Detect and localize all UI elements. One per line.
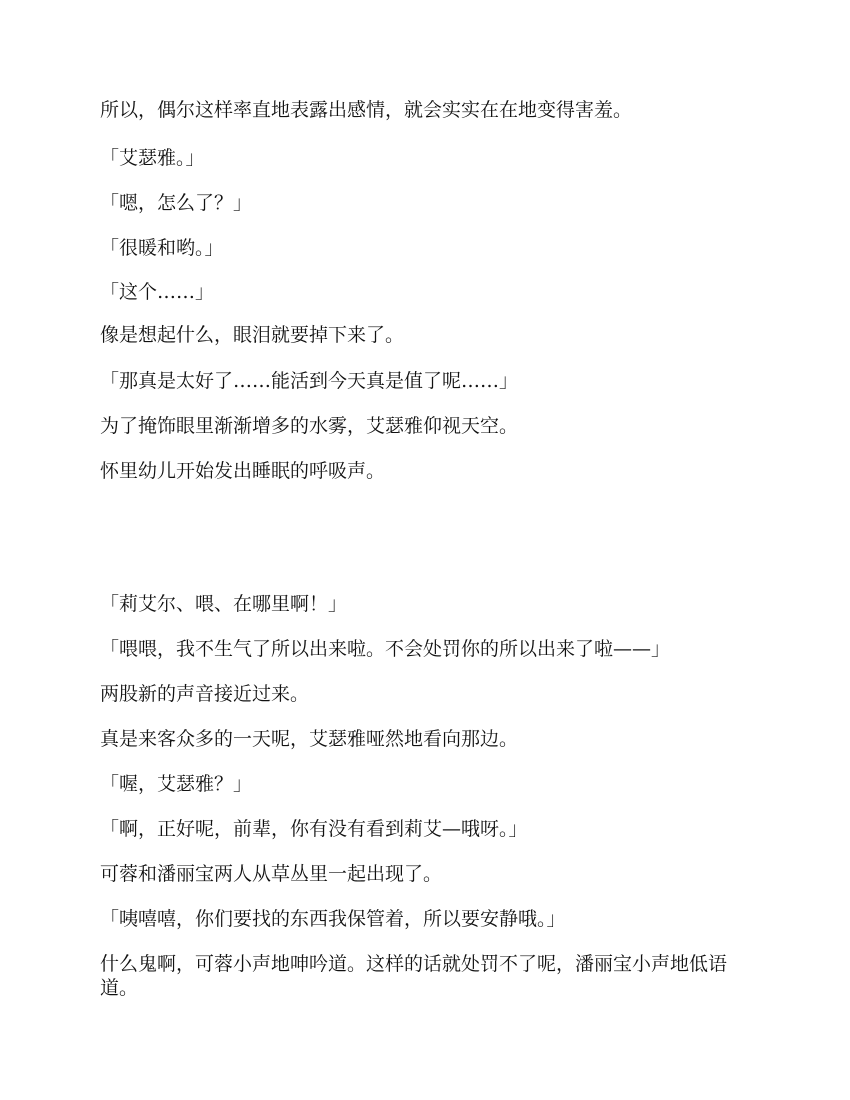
- paragraph-1: 所以，偶尔这样率直地表露出感情，就会实实在在地变得害羞。: [100, 99, 633, 121]
- paragraph-12: 两股新的声音接近过来。: [100, 683, 310, 705]
- paragraph-5: 「这个……」: [100, 281, 215, 303]
- paragraph-11: 「喂喂，我不生气了所以出来啦。不会处罚你的所以出来了啦——」: [100, 638, 671, 660]
- paragraph-6: 像是想起什么，眼泪就要掉下来了。: [100, 324, 405, 346]
- paragraph-7: 「那真是太好了……能活到今天真是值了呢……」: [100, 370, 519, 392]
- paragraph-18: 什么鬼啊，可蓉小声地呻吟道。这样的话就处罚不了呢，潘丽宝小声地低语道。: [100, 953, 728, 999]
- paragraph-17: 「咦嘻嘻，你们要找的东西我保管着，所以要安静哦。」: [100, 908, 566, 930]
- paragraph-4: 「很暖和哟。」: [100, 237, 224, 259]
- paragraph-10: 「莉艾尔、喂、在哪里啊！」: [100, 593, 348, 615]
- paragraph-3: 「嗯，怎么了？」: [100, 192, 253, 214]
- paragraph-13: 真是来客众多的一天呢，艾瑟雅哑然地看向那边。: [100, 728, 519, 750]
- paragraph-15: 「啊，正好呢，前辈，你有没有看到莉艾—哦呀。」: [100, 818, 528, 840]
- paragraph-8: 为了掩饰眼里渐渐增多的水雾，艾瑟雅仰视天空。: [100, 415, 519, 437]
- paragraph-16: 可蓉和潘丽宝两人从草丛里一起出现了。: [100, 863, 443, 885]
- paragraph-9: 怀里幼儿开始发出睡眠的呼吸声。: [100, 460, 386, 482]
- paragraph-14: 「喔，艾瑟雅？」: [100, 773, 253, 795]
- paragraph-2: 「艾瑟雅。」: [100, 147, 205, 169]
